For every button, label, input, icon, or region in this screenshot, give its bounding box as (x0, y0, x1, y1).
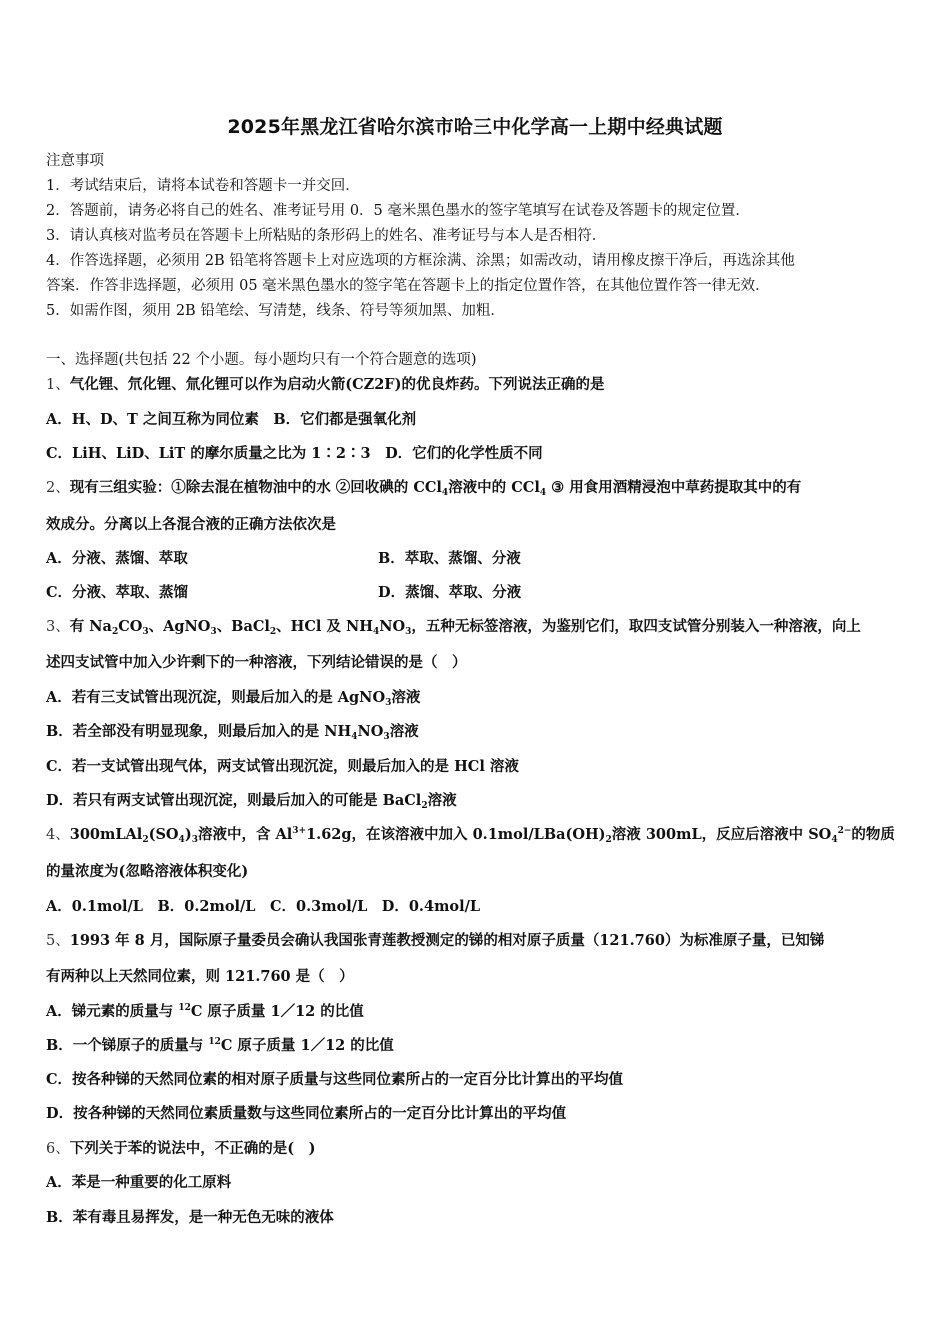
text-part: 溶液 (389, 723, 419, 740)
subscript: 4 (539, 488, 547, 498)
page-title: 2025年黑龙江省哈尔滨市哈三中化学高一上期中经典试题 (227, 116, 723, 138)
question-4-cont: 的量浓度为(忽略溶液体积变化) (46, 863, 249, 880)
text-part: A．若有三支试管出现沉淀，则最后加入的是 AgNO (46, 689, 386, 706)
subscript: 3 (385, 698, 392, 708)
q5-option-c: C．按各种锑的天然同位素的相对原子质量与这些同位素所占的一定百分比计算出的平均值 (46, 1071, 624, 1088)
q4-options: A．0.1mol/L B．0.2mol/L C．0.3mol/L D．0.4mol/L (46, 898, 481, 915)
text-part: A．锑元素的质量与 (46, 1003, 179, 1020)
q6-option-a: A．苯是一种重要的化工原料 (46, 1174, 232, 1191)
text-part: NO (357, 723, 384, 740)
text-part: 下列关于苯的说法中，不正确的是( ) (69, 1140, 316, 1157)
notice-item-3: 3．请认真核对监考员在答题卡上所粘贴的条形码上的姓名、准考证号与本人是否相符． (46, 228, 607, 244)
superscript: 12 (178, 1003, 191, 1013)
text-part: 现有三组实验：①除去混在植物油中的水 ②回收碘的 CCl (69, 479, 442, 496)
question-4 (46, 825, 895, 845)
text-part: C 原子质量 1／12 的比值 (190, 1003, 364, 1020)
notice-item-4: 4．作答选择题，必须用 2B 铅笔将答题卡上对应选项的方框涂满、涂黑；如需改动，请用橡皮擦干净后，再选涂其他 (46, 253, 795, 269)
subscript: 4 (441, 488, 449, 498)
text-part: 300mLAl (69, 826, 143, 843)
subscript: 4 (178, 835, 185, 845)
text-part: NO (379, 618, 406, 635)
superscript: 3+ (292, 826, 307, 836)
q1-options-ab: A．H、D、T 之间互称为同位素 B．它们都是强氧化剂 (46, 411, 417, 428)
superscript: 2− (837, 826, 852, 836)
q2-option-c: C．分液、萃取、蒸馏 (46, 584, 189, 601)
subscript: 3 (142, 627, 149, 637)
superscript: 12 (208, 1037, 221, 1047)
question-number: 5、 (46, 933, 70, 949)
subscript: 2 (269, 627, 277, 637)
subscript: 3 (405, 627, 412, 637)
text-part: 的物质 (851, 826, 895, 843)
notice-item-5: 5．如需作图，须用 2B 铅笔绘、写清楚，线条、符号等须加黑、加粗． (46, 303, 505, 319)
text-part: ) (184, 826, 192, 843)
text-part: 1993 年 8 月，国际原子量委员会确认我国张青莲教授测定的锑的相对原子质量（121.760）为标准原子量，已知锑 (69, 932, 825, 949)
text-part: 、BaCl (216, 618, 270, 635)
text-part: 1.62g，在该溶液中加入 0.1mol/LBa(OH) (306, 826, 606, 843)
q5-option-b (46, 1036, 394, 1056)
subscript: 3 (191, 835, 198, 845)
section-heading: 一、选择题(共包括 22 个小题。每小题均只有一个符合题意的选项) (46, 352, 477, 368)
q2-option-b: B．萃取、蒸馏、分液 (378, 550, 521, 567)
question-number: 1、 (46, 377, 70, 393)
question-number: 6、 (46, 1141, 70, 1157)
question-1 (46, 375, 604, 395)
q2-option-a: A．分液、蒸馏、萃取 (46, 550, 188, 567)
question-5 (46, 931, 824, 951)
subscript: 4 (351, 732, 358, 742)
text-part: 溶液 (427, 792, 457, 809)
q3-option-a (46, 688, 420, 708)
question-number: 3、 (46, 619, 70, 635)
subscript: 4 (372, 627, 380, 637)
question-2 (46, 478, 801, 498)
text-part: 有 Na (69, 618, 112, 635)
subscript: 2 (111, 627, 119, 637)
text-part: ③ 用食用酒精浸泡中草药提取其中的有 (546, 479, 802, 496)
subscript: 3 (383, 732, 390, 742)
notice-item-2: 2．答题前，请务必将自己的姓名、准考证号用 0．5 毫米黑色墨水的签字笔填写在试卷及答题卡的规定位置． (46, 203, 750, 219)
question-3 (46, 617, 861, 637)
text-part: B．一个锑原子的质量与 (46, 1037, 209, 1054)
question-3-cont: 述四支试管中加入少许剩下的一种溶液，下列结论错误的是（ ） (46, 654, 467, 671)
question-number: 2、 (46, 480, 70, 496)
text-part: D．若只有两支试管出现沉淀，则最后加入的可能是 BaCl (46, 792, 422, 809)
question-2-cont: 效成分。分离以上各混合液的正确方法依次是 (46, 516, 336, 533)
text-part: (SO (148, 826, 179, 843)
notice-item-1: 1．考试结束后，请将本试卷和答题卡一并交回． (46, 178, 360, 194)
notice-item-4-cont: 答案．作答非选择题，必须用 05 毫米黑色墨水的签字笔在答题卡上的指定位置作答，在其他位置作答一律无效． (46, 278, 770, 294)
question-6 (46, 1139, 315, 1159)
subscript: 2 (142, 835, 149, 845)
notice-heading: 注意事项 (46, 153, 104, 169)
text-part: 、AgNO (148, 618, 211, 635)
text-part: 溶液 300mL，反应后溶液中 SO (611, 826, 832, 843)
text-part: 溶液 (391, 689, 421, 706)
subscript: 2 (421, 801, 428, 811)
text-part: B．若全部没有明显现象，则最后加入的是 NH (46, 723, 352, 740)
text-part: 、HCl 及 NH (276, 618, 373, 635)
q5-option-d: D．按各种锑的天然同位素质量数与这些同位素所占的一定百分比计算出的平均值 (46, 1105, 567, 1122)
text-part: ，五种无标签溶液，为鉴别它们，取四支试管分别装入一种溶液，向上 (411, 618, 861, 635)
subscript: 2 (605, 835, 612, 845)
text-part: 溶液中的 CCl (448, 479, 540, 496)
q3-option-d (46, 791, 457, 811)
subscript: 3 (210, 627, 217, 637)
question-number: 4、 (46, 827, 70, 843)
question-text: 气化锂、氘化锂、氚化锂可以作为启动火箭(CZ2F)的优良炸药。下列说法正确的是 (69, 376, 605, 393)
q5-option-a (46, 1002, 364, 1022)
q6-option-b: B．苯有毒且易挥发，是一种无色无味的液体 (46, 1209, 334, 1226)
text-part: CO (118, 618, 143, 635)
q3-option-b (46, 722, 419, 742)
text-part: C 原子质量 1／12 的比值 (220, 1037, 394, 1054)
q3-option-c: C．若一支试管出现气体，两支试管出现沉淀，则最后加入的是 HCl 溶液 (46, 758, 519, 775)
q1-options-cd: C．LiH、LiD、LiT 的摩尔质量之比为 1∶2∶3 D．它们的化学性质不同 (46, 445, 543, 462)
subscript: 4 (831, 835, 838, 845)
question-5-cont: 有两种以上天然同位素，则 121.760 是（ ） (46, 968, 354, 985)
text-part: 溶液中，含 Al (197, 826, 293, 843)
q2-option-d: D．蒸馏、萃取、分液 (378, 584, 522, 601)
